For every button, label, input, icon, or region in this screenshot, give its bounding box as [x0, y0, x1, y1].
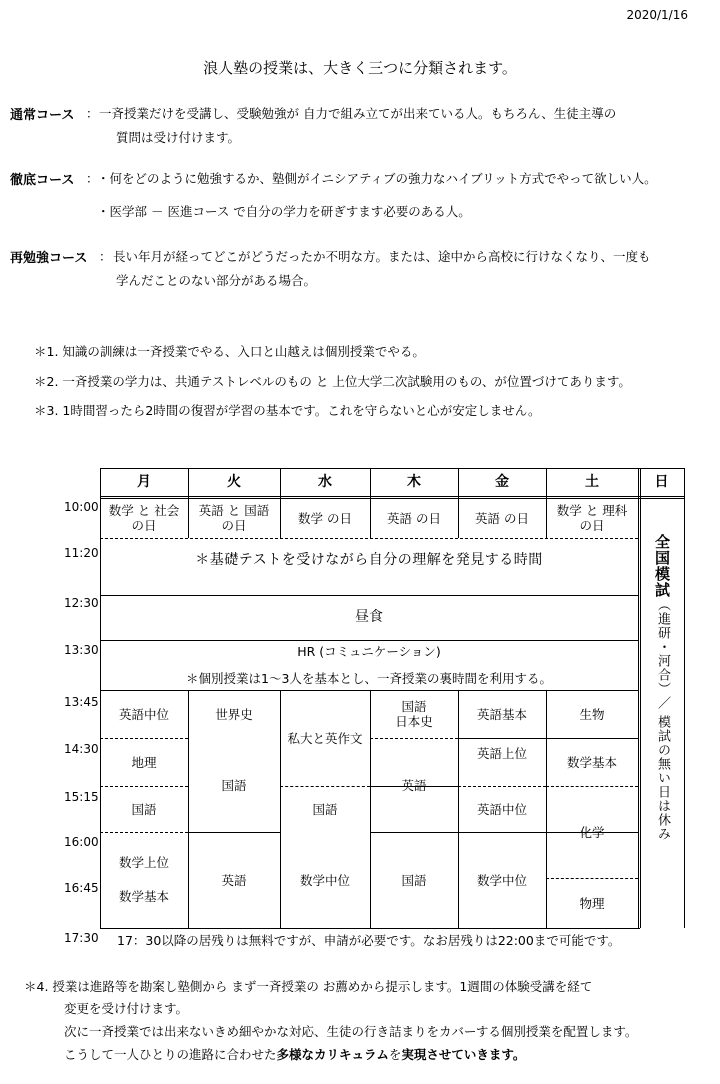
- grid-line: [100, 832, 188, 833]
- note-4-cont: 変更を受け付けます。: [64, 1001, 189, 1016]
- closing-bold: 実現させていきます。: [401, 1047, 526, 1062]
- class-cell: 私大と英作文: [287, 730, 363, 746]
- course-sep: ：: [86, 106, 99, 121]
- class-cell: 英語: [401, 777, 427, 793]
- class-cell: 物理: [579, 895, 605, 911]
- day-header: 日: [654, 473, 669, 490]
- time-label: 12:30: [64, 596, 99, 610]
- time-label: 14:30: [64, 742, 99, 756]
- sunday-note: （進研・河合）／ 模試の無い日は休み: [655, 598, 670, 842]
- day-header: 木: [407, 473, 421, 490]
- day-header: 月: [137, 473, 151, 490]
- time-label: 15:15: [64, 790, 99, 804]
- class-cell: 国語: [221, 777, 247, 793]
- class-cell: 英語: [221, 872, 247, 888]
- class-cell: 地理: [131, 754, 157, 770]
- closing-text: こうして一人ひとりの進路に合わせた: [64, 1047, 277, 1062]
- class-cell: 英語基本: [476, 706, 527, 722]
- class-cell: 数学 の日: [298, 510, 352, 526]
- class-cell: 国語: [131, 801, 157, 817]
- class-cell: 国語: [312, 801, 338, 817]
- class-cell: 数学 と 理科 の日: [556, 503, 628, 533]
- class-cell: 英語上位: [476, 745, 527, 761]
- class-cell: 世界史: [215, 706, 253, 722]
- time-label: 13:45: [64, 695, 99, 709]
- class-cell: 数学基本: [566, 754, 617, 770]
- class-cell: 生物: [579, 706, 605, 722]
- sunday-cell: [640, 534, 684, 914]
- grid-line: [100, 928, 640, 929]
- note-3: ＊3. 1時間習ったら2時間の復習が学習の基本です。これを守らないと心が安定しません。: [34, 403, 541, 418]
- class-cell: 数学 と 社会 の日: [108, 503, 180, 533]
- closing-bold: 多様なカリキュラム: [276, 1047, 389, 1062]
- class-cell: 数学上位: [118, 854, 169, 870]
- note-2: ＊2. 一斉授業の学力は、共通テストレベルのもの と 上位大学二次試験用のもの、が位置づけてあります。: [34, 374, 631, 389]
- lunch-row: 昼食: [355, 609, 383, 625]
- time-label: 16:00: [64, 835, 99, 849]
- time-label: 17:30: [64, 931, 99, 945]
- class-cell: 化学: [579, 824, 605, 840]
- course-text: ・医学部 － 医進コース で自分の学力を研ぎすます必要のある人。: [97, 204, 471, 219]
- class-cell: 数学中位: [299, 872, 350, 888]
- course-sep: ：: [99, 249, 112, 264]
- day-header: 火: [227, 473, 241, 490]
- kobetsu-note: ＊個別授業は1～3人を基本とし、一斉授業の裏時間を利用する。: [186, 670, 552, 686]
- kiso-test-row: ＊基礎テストを受けながら自分の理解を発見する時間: [195, 551, 543, 568]
- class-cell: 英語 と 国語 の日: [198, 503, 270, 533]
- class-cell: 英語 の日: [475, 510, 529, 526]
- class-cell: 英語中位: [476, 801, 527, 817]
- timetable: [100, 468, 685, 928]
- time-label: 10:00: [64, 500, 99, 514]
- course-label-regular: 通常コース: [10, 108, 75, 123]
- class-cell: 国語 日本史: [395, 699, 433, 729]
- note-4-cont: 次に一斉授業では出来ないきめ細やかな対応、生徒の行き詰まりをカバーする個別授業を配置します。: [64, 1024, 638, 1039]
- course-text: 質問は受け付けます。: [116, 130, 241, 145]
- class-cell: 数学基本: [118, 888, 169, 904]
- note-4: ＊4. 授業は進路等を勘案し塾側から まず一斉授業の お薦めから提示します。1週間の体験受講を経て: [24, 979, 593, 994]
- time-label: 11:20: [64, 546, 99, 560]
- grid-line: [100, 538, 638, 539]
- sunday-mock-exam: 全国模試: [653, 534, 671, 598]
- timetable-footer: 17：30以降の居残りは無料ですが、申請が必要です。なお居残りは22:00まで可能です。: [117, 933, 621, 948]
- closing-text: を: [388, 1047, 402, 1062]
- time-label: 13:30: [64, 643, 99, 657]
- day-header: 金: [495, 473, 509, 490]
- course-text: 学んだことのない部分がある場合。: [116, 273, 317, 288]
- note-4-last: [64, 1045, 525, 1063]
- class-cell: 英語中位: [118, 706, 169, 722]
- sunday-text: [654, 534, 670, 841]
- note-1: ＊1. 知識の訓練は一斉授業でやる、入口と山越えは個別授業でやる。: [34, 344, 425, 359]
- course-text: ・何をどのように勉強するか、塾側がイニシアティブの強力なハイブリット方式でやって欲しい人。: [97, 171, 657, 186]
- class-cell: 国語: [401, 872, 427, 888]
- day-header: 水: [318, 473, 332, 490]
- course-text: 一斉授業だけを受講し、受験勉強が 自力で組み立てが出来ている人。もちろん、生徒主導の: [99, 106, 617, 121]
- day-header: 土: [585, 473, 599, 490]
- hr-row: HR (コミュニケーション): [297, 643, 441, 659]
- time-label: 16:45: [64, 881, 99, 895]
- course-sep: ：: [86, 171, 99, 186]
- class-cell: 数学中位: [476, 872, 527, 888]
- grid-line: [684, 468, 685, 928]
- course-label-relearn: 再勉強コース: [10, 251, 88, 266]
- document-date: 2020/1/16: [626, 8, 688, 22]
- page-title: 浪人塾の授業は、大きく三つに分類されます。: [203, 59, 517, 77]
- course-label-thorough: 徹底コース: [10, 173, 75, 188]
- course-text: 長い年月が経ってどこがどうだったか不明な方。または、途中から高校に行けなくなり、一度も: [113, 249, 651, 264]
- class-cell: 英語 の日: [387, 510, 441, 526]
